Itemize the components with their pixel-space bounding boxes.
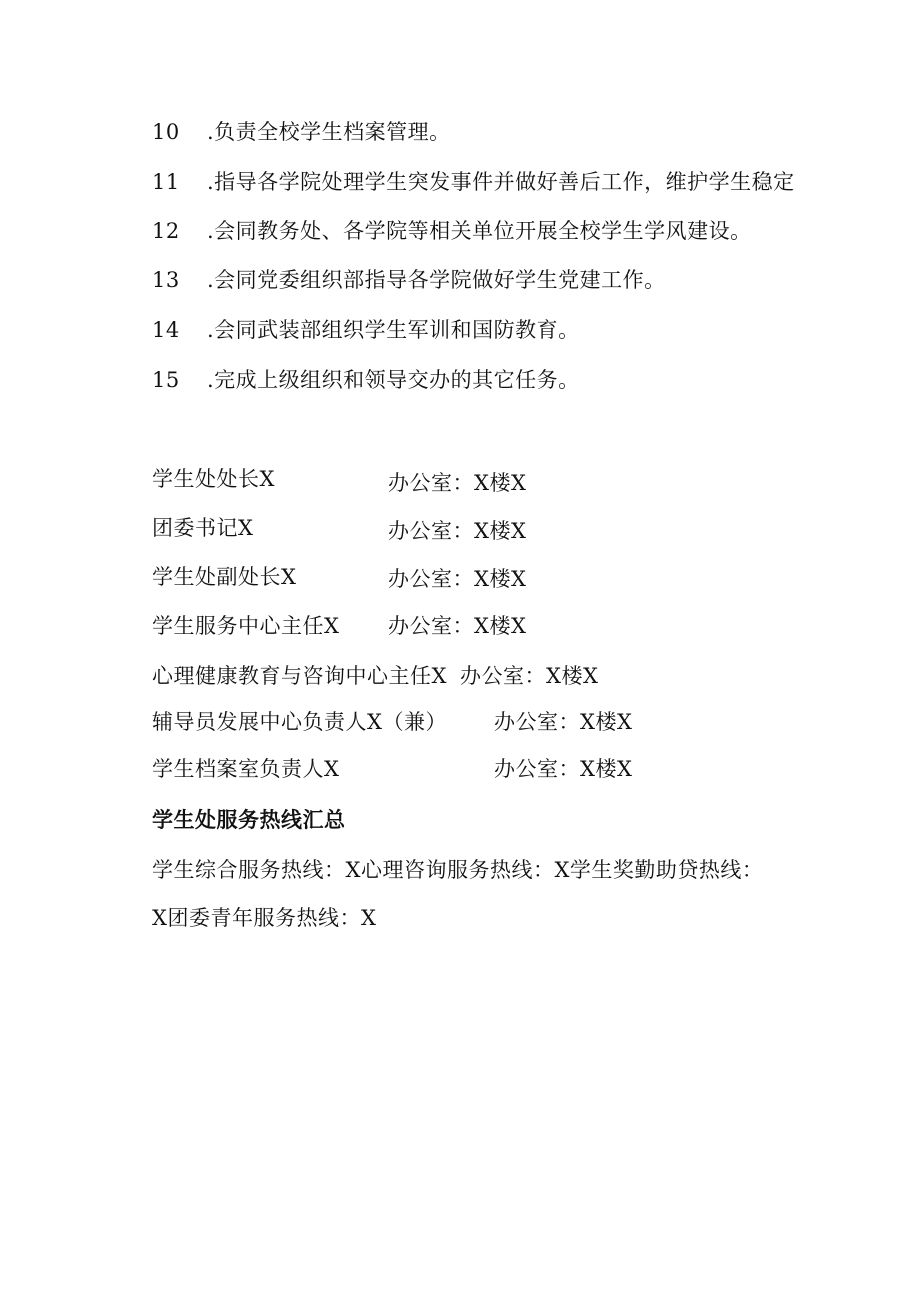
duty-text: .指导各学院处理学生突发事件并做好善后工作，维护学生稳定	[207, 170, 795, 194]
contact-office: 办公室：X楼X	[460, 664, 599, 688]
duty-number: 12	[152, 219, 180, 243]
contact-office: 办公室：X楼X	[494, 710, 633, 734]
contact-name: 学生服务中心主任X	[152, 614, 340, 638]
contact-office: 办公室：X楼X	[494, 757, 633, 781]
hotline-heading: 学生处服务热线汇总	[152, 808, 346, 832]
duty-number: 13	[152, 268, 180, 292]
contact-office: 办公室：X楼X	[388, 614, 527, 638]
duty-text: .完成上级组织和领导交办的其它任务。	[207, 368, 580, 392]
contact-name: 心理健康教育与咨询中心主任X	[152, 664, 447, 688]
hotline-line: X团委青年服务热线：X	[152, 906, 377, 930]
hotline-line: 学生综合服务热线：X心理咨询服务热线：X学生奖勤助贷热线：	[152, 858, 764, 882]
duty-text: .会同教务处、各学院等相关单位开展全校学生学风建设。	[207, 219, 752, 243]
duty-number: 11	[152, 170, 180, 194]
duty-number: 14	[152, 318, 180, 342]
contact-office: 办公室：X楼X	[388, 471, 527, 495]
contact-name: 学生档案室负责人X	[152, 757, 340, 781]
contact-office: 办公室：X楼X	[388, 567, 527, 591]
duty-text: .会同武装部组织学生军训和国防教育。	[207, 318, 580, 342]
duty-number: 15	[152, 368, 180, 392]
contact-office: 办公室：X楼X	[388, 519, 527, 543]
contact-name: 辅导员发展中心负责人X（兼）	[152, 710, 447, 734]
duty-text: .负责全校学生档案管理。	[207, 120, 451, 144]
duty-text: .会同党委组织部指导各学院做好学生党建工作。	[207, 268, 666, 292]
contact-name: 团委书记X	[152, 516, 254, 540]
contact-name: 学生处副处长X	[152, 565, 297, 589]
duty-number: 10	[152, 120, 180, 144]
contact-name: 学生处处长X	[152, 467, 275, 491]
